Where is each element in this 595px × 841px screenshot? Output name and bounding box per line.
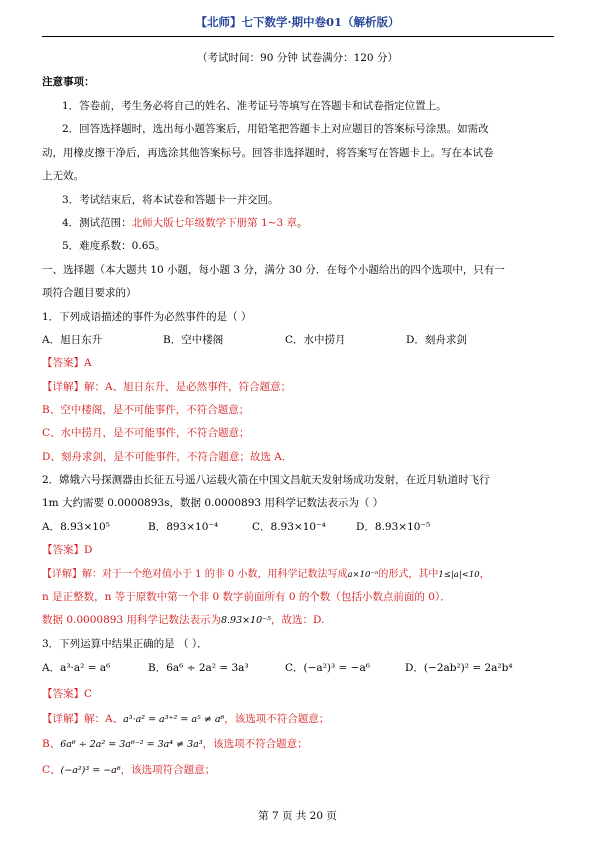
question-2-detail-3-text: 数据 0.0000893 用科学记数法表示为 [42,614,221,626]
question-1-option-d: D．刻舟求剑 [406,334,467,346]
question-2-detail-1 [42,565,490,580]
question-2-option-a: A．8.93×10⁵ [42,521,110,533]
question-3-detail-2-prefix: B、 [42,738,61,750]
question-3-detail-1 [42,711,329,726]
question-3-option-a: A．a³·a² = a⁶ [42,662,111,674]
question-1-detail-4: D、刻舟求剑，是不可能事件，不符合题意；故选 A． [42,451,293,463]
note-1: 1．答卷前，考生务必将自己的姓名、准考证号等填写在答题卡和试卷指定位置上。 [62,100,447,112]
note-2-line-2: 动，用橡皮擦干净后，再选涂其他答案标号。回答非选择题时，将答案写在答题卡上。写在本试卷 [42,147,494,159]
question-3-detail-2-suffix: ，该选项不符合题意； [202,738,308,750]
question-3-detail-3 [42,762,215,777]
notes-heading: 注意事项： [42,76,95,88]
question-2-detail-3 [42,612,324,627]
page-number: 第 7 页 共 20 页 [258,810,337,822]
exam-info: （考试时间：90 分钟 试卷满分：120 分） [197,52,398,64]
question-1-answer: 【答案】A [42,357,92,369]
note-4 [62,215,308,230]
question-2-detail-3-formula: 8.93×10⁻⁵ [220,615,271,626]
question-2-answer: 【答案】D [42,544,93,556]
question-3-option-b: B．6a⁶ ÷ 2a² = 3a³ [148,662,249,674]
header-divider [42,36,554,37]
question-1-option-a: A．旭日东升 [42,334,103,346]
note-4-scope: 北师大版七年级数学下册第 1~3 章 [131,217,298,229]
question-3-detail-1-prefix: 【详解】解：A、 [42,713,124,725]
question-2-detail-1-text-2: 的形式，其中 [378,569,439,580]
question-2-detail-3-text-2: ，故选：D. [271,614,325,626]
note-4-prefix: 4．测试范围： [62,217,132,229]
page-header-title: 【北师】七下数学·期中卷01（解析版） [195,15,400,29]
question-1-detail-1: 【详解】解：A、旭日东升，是必然事件，符合题意； [42,381,292,393]
note-3: 3．考试结束后，将本试卷和答题卡一并交回。 [62,194,279,206]
question-3-detail-3-suffix: ，该选项符合题意； [120,764,216,776]
question-2-detail-1-formula: a×10⁻ⁿ [347,570,379,580]
question-2-detail-1-text-3: ， [479,569,490,580]
question-1-option-c: C．水中捞月 [285,334,346,346]
question-2-option-d: D．8.93×10⁻⁵ [356,521,431,533]
question-1-detail-3: C、水中捞月，是不可能事件，不符合题意； [42,427,250,439]
question-1-detail-2: B、空中楼阁，是不可能事件，不符合题意； [42,404,250,416]
note-2-line-1: 2．回答选择题时，选出每小题答案后，用铅笔把答题卡上对应题目的答案标号涂黑。如需改 [62,123,489,135]
section-1-heading-line-2: 项符合题目要求的） [42,287,137,299]
question-3-detail-1-suffix: ，该选项不符合题意； [224,713,330,725]
question-1-stem: 1．下列成语描述的事件为必然事件的是（ ） [42,311,252,323]
note-2-line-3: 上无效。 [42,170,84,182]
question-3-stem: 3．下列运算中结果正确的是 （ ）． [42,638,208,650]
question-3-detail-2-formula: 6a⁶ ÷ 2a² = 3a⁶⁻² = 3a⁴ ≠ 3a³ [60,739,203,750]
question-1-option-b: B．空中楼阁 [163,334,224,346]
question-2-detail-1-text: 【详解】解：对于一个绝对值小于 1 的非 0 小数，用科学记数法写成 [42,569,348,580]
question-3-detail-2 [42,736,308,751]
question-2-stem-line-2: 1m 大约需要 0.0000893s，数据 0.0000893 用科学记数法表示为（ ） [42,497,384,509]
question-3-option-c: C．(−a²)³ = −a⁶ [285,662,370,674]
note-5: 5．难度系数：0.65。 [62,240,166,252]
question-3-detail-3-prefix: C、 [42,764,61,776]
question-3-detail-3-formula: (−a²)³ = −a⁶ [60,765,121,776]
question-2-detail-1-range: 1≤|a|<10 [438,570,480,580]
question-3-detail-1-formula: a³·a² = a³⁺² = a⁵ ≠ a⁶ [123,714,225,725]
question-2-option-c: C．8.93×10⁻⁴ [252,521,326,533]
question-2-option-b: B．893×10⁻⁴ [148,521,219,533]
note-4-suffix: 。 [297,217,308,229]
question-2-stem-line-1: 2．嫦娥六号探测器由长征五号遥八运载火箭在中国文昌航天发射场成功发射，在近月轨道时飞行 [42,474,490,486]
section-1-heading-line-1: 一、选择题（本大题共 10 小题，每小题 3 分，满分 30 分．在每个小题给出的四个选项中，只有一 [42,264,505,276]
question-2-detail-2: n 是正整数，n 等于原数中第一个非 0 数字前面所有 0 的个数（包括小数点前面的 0）． [42,591,451,603]
question-3-answer: 【答案】C [42,688,93,700]
question-3-option-d: D．(−2ab²)² = 2a²b⁴ [405,662,513,674]
